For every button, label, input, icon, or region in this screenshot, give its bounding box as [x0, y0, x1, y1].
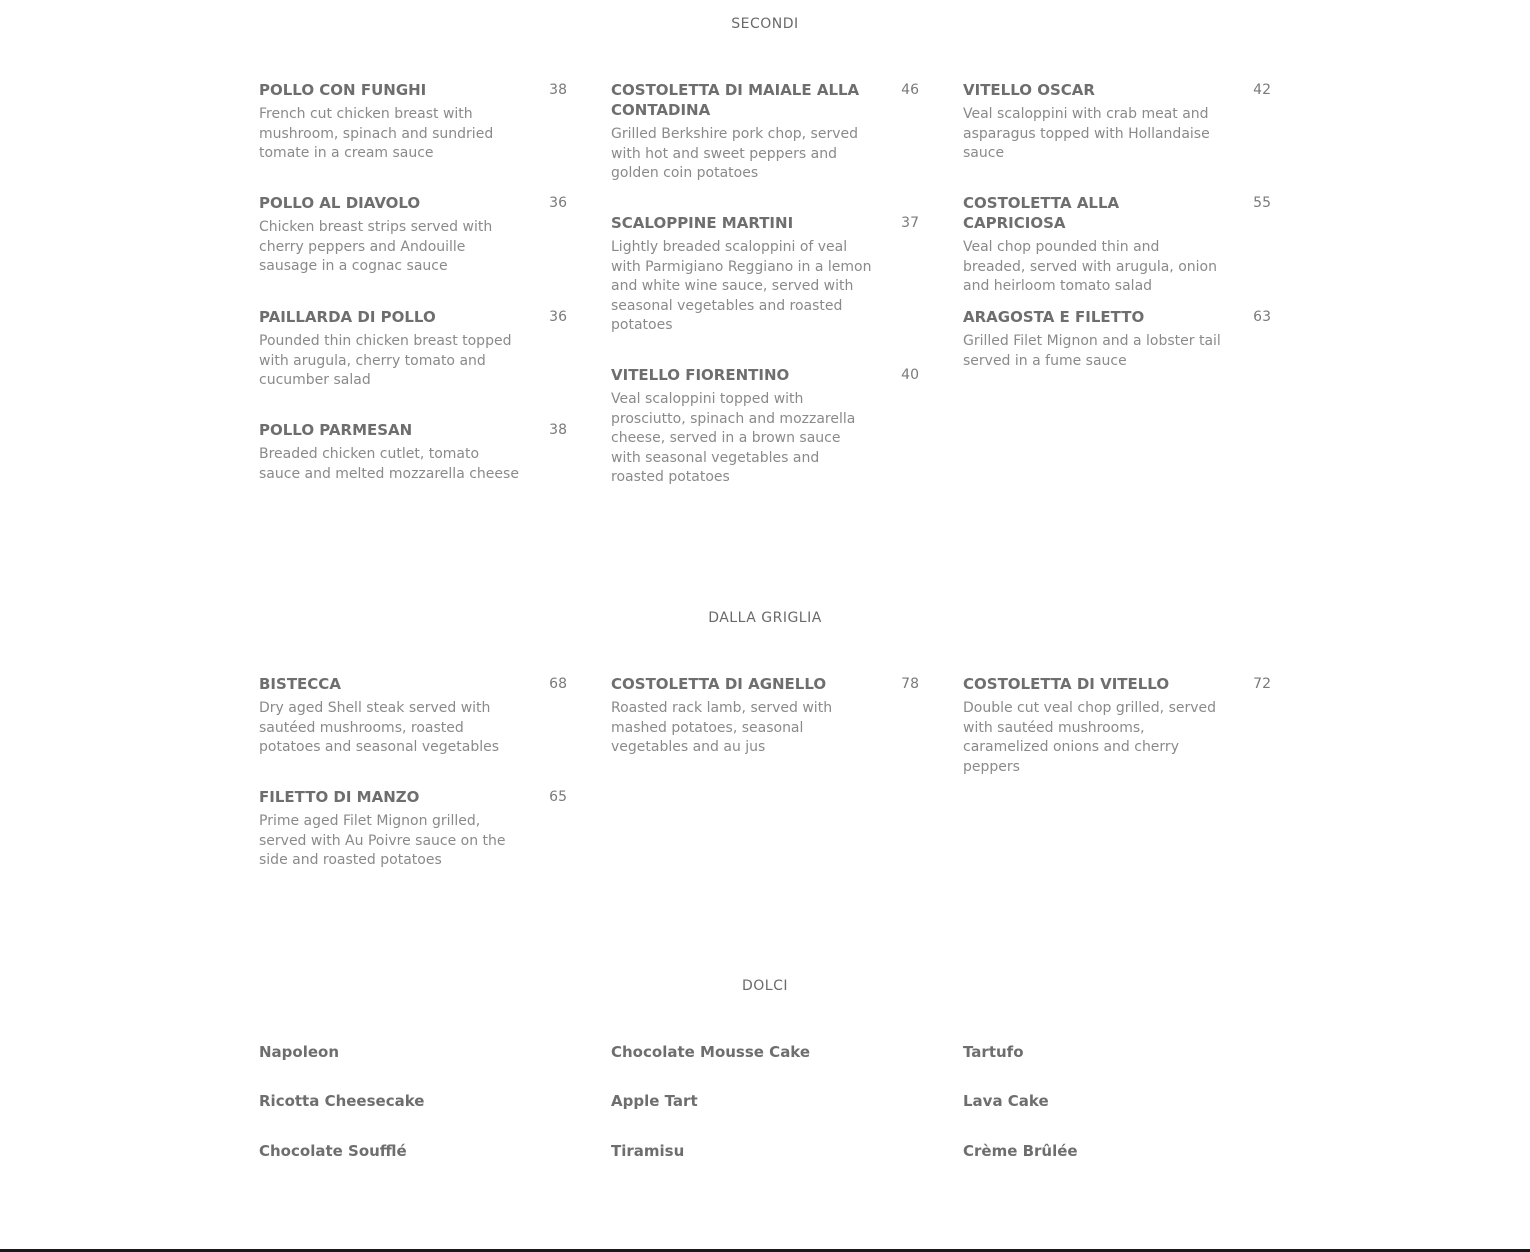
dessert-item: Tartufo — [963, 1043, 1024, 1061]
menu-item — [611, 365, 919, 488]
dessert-item: Crème Brûlée — [963, 1142, 1078, 1160]
menu-item-price: 40 — [901, 367, 919, 383]
menu-item-price: 38 — [549, 422, 567, 438]
menu-item — [259, 80, 567, 164]
menu-item-price: 38 — [549, 82, 567, 98]
menu-item-name: ARAGOSTA E FILETTO — [963, 308, 1145, 326]
menu-item-description: Chicken breast strips served with cherry peppers and Andouille sausage in a cognac sauce — [259, 219, 493, 274]
section-title-griglia: DALLA GRIGLIA — [708, 610, 822, 626]
menu-item-name: COSTOLETTA DI MAIALE ALLA CONTADINA — [611, 81, 860, 119]
menu-item — [611, 674, 919, 758]
menu-item — [611, 213, 919, 336]
menu-item — [259, 787, 567, 871]
menu-item-name: VITELLO FIORENTINO — [611, 366, 790, 384]
menu-item — [259, 420, 567, 484]
menu-item-price: 46 — [901, 82, 919, 98]
menu-item-description: Veal scaloppini with crab meat and asparagus topped with Hollandaise sauce — [963, 106, 1210, 161]
section-title-secondi: SECONDI — [731, 16, 799, 32]
menu-item-name: VITELLO OSCAR — [963, 81, 1095, 99]
menu-item-name: COSTOLETTA ALLA CAPRICIOSA — [963, 194, 1120, 232]
section-title-dolci: DOLCI — [741, 978, 788, 994]
menu-item-description: Dry aged Shell steak served with sautéed mushrooms, roasted potatoes and seasonal vegetables — [259, 700, 500, 755]
menu-item — [963, 80, 1271, 164]
menu-item — [259, 193, 567, 277]
menu-item — [963, 307, 1271, 371]
dessert-item: Apple Tart — [611, 1092, 698, 1110]
menu-item — [611, 80, 919, 184]
menu-item-description: Grilled Filet Mignon and a lobster tail served in a fume sauce — [963, 333, 1221, 369]
menu-item-description: Veal chop pounded thin and breaded, served with arugula, onion and heirloom tomato salad — [963, 239, 1217, 294]
menu-item-description: Double cut veal chop grilled, served with sautéed mushrooms, caramelized onions and cherry peppers — [963, 700, 1217, 775]
menu-item-price: 37 — [901, 215, 919, 231]
menu-item-name: BISTECCA — [259, 675, 341, 693]
menu-item-price: 63 — [1253, 309, 1271, 325]
menu-item-name: COSTOLETTA DI VITELLO — [963, 675, 1170, 693]
menu-item-description: French cut chicken breast with mushroom, spinach and sundried tomate in a cream sauce — [259, 106, 494, 161]
dessert-item: Chocolate Soufflé — [259, 1142, 407, 1160]
menu-item-name: POLLO PARMESAN — [259, 421, 413, 439]
dessert-item: Ricotta Cheesecake — [259, 1092, 425, 1110]
menu-item-price: 68 — [549, 676, 567, 692]
menu-item-description: Lightly breaded scaloppini of veal with Parmigiano Reggiano in a lemon and white wine sauce, served with seasonal vegetables and roasted potatoes — [611, 239, 872, 333]
menu-item-name: POLLO CON FUNGHI — [259, 81, 427, 99]
menu-item-description: Pounded thin chicken breast topped with arugula, cherry tomato and cucumber salad — [259, 333, 512, 388]
menu-item-name: COSTOLETTA DI AGNELLO — [611, 675, 827, 693]
menu-item-name: PAILLARDA DI POLLO — [259, 308, 436, 326]
menu-item-description: Roasted rack lamb, served with mashed potatoes, seasonal vegetables and au jus — [611, 700, 833, 755]
menu-item-price: 78 — [901, 676, 919, 692]
menu-item-price: 55 — [1253, 195, 1271, 211]
menu-item-price: 42 — [1253, 82, 1271, 98]
menu-item-price: 36 — [549, 309, 567, 325]
menu-item — [259, 674, 567, 758]
menu-item-name: SCALOPPINE MARTINI — [611, 214, 794, 232]
menu-item-name: POLLO AL DIAVOLO — [259, 194, 421, 212]
dessert-item: Tiramisu — [611, 1142, 685, 1160]
menu-item-description: Veal scaloppini topped with prosciutto, spinach and mozzarella cheese, served in a brown sauce with seasonal vegetables and roasted potatoes — [611, 391, 856, 485]
menu-item-description: Grilled Berkshire pork chop, served with hot and sweet peppers and golden coin potatoes — [611, 126, 859, 181]
dessert-item: Lava Cake — [963, 1092, 1049, 1110]
menu-item-name: FILETTO DI MANZO — [259, 788, 420, 806]
menu-item — [963, 193, 1271, 297]
menu-item — [963, 674, 1271, 777]
dessert-item: Napoleon — [259, 1043, 340, 1061]
menu-item-description: Breaded chicken cutlet, tomato sauce and melted mozzarella cheese — [259, 446, 519, 482]
menu-item-description: Prime aged Filet Mignon grilled, served with Au Poivre sauce on the side and roasted potatoes — [259, 813, 506, 868]
menu-item-price: 65 — [549, 789, 567, 805]
menu-item — [259, 307, 567, 391]
menu-item-price: 36 — [549, 195, 567, 211]
menu-item-price: 72 — [1253, 676, 1271, 692]
dessert-item: Chocolate Mousse Cake — [611, 1043, 811, 1061]
